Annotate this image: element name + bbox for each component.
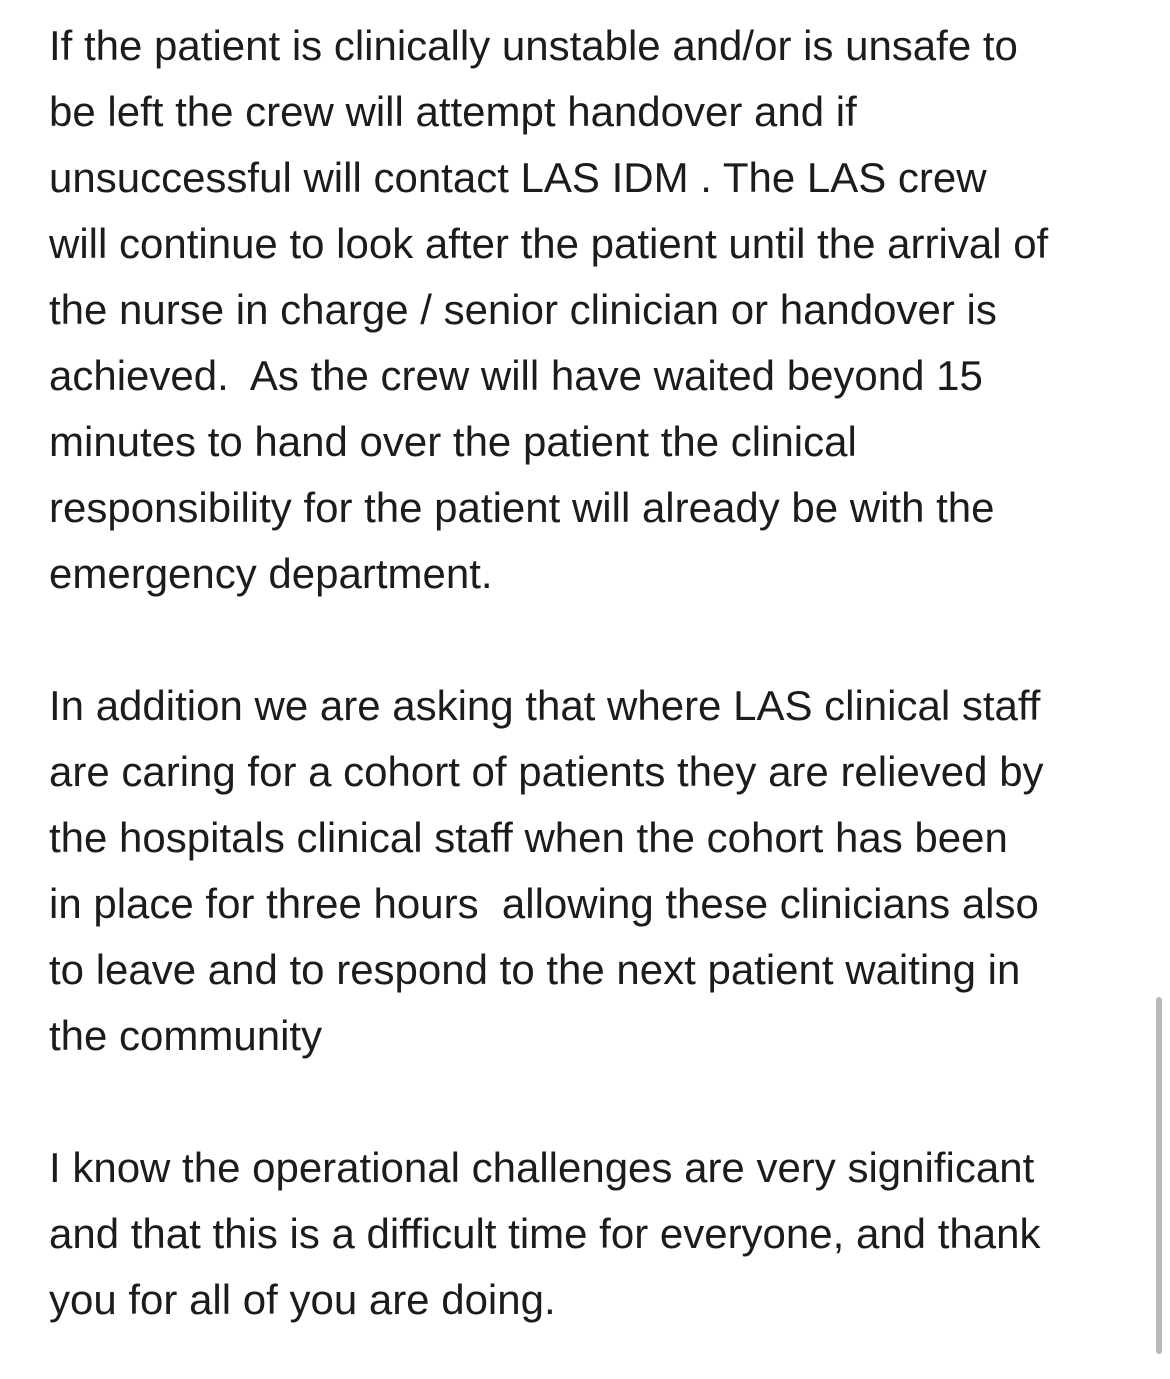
text-line: minutes to hand over the patient the clinical xyxy=(49,418,857,465)
text-line: the hospitals clinical staff when the cohort has been xyxy=(49,814,1008,861)
paragraph-thanks xyxy=(49,1135,1129,1333)
text-line: in place for three hours allowing these clinicians also xyxy=(49,880,1039,927)
paragraph-cohort xyxy=(49,673,1129,1069)
paragraph-spacer xyxy=(49,607,1129,673)
text-line: I know the operational challenges are very significant xyxy=(49,1144,1035,1191)
text-line: responsibility for the patient will already be with the xyxy=(49,484,995,531)
paragraph-spacer xyxy=(49,1069,1129,1135)
text-line: the nurse in charge / senior clinician or handover is xyxy=(49,286,997,333)
text-line: and that this is a difficult time for everyone, and thank xyxy=(49,1210,1041,1257)
text-line: achieved. As the crew will have waited beyond 15 xyxy=(49,352,983,399)
document-body xyxy=(49,13,1129,1333)
text-line: you for all of you are doing. xyxy=(49,1276,556,1323)
text-line: to leave and to respond to the next patient waiting in xyxy=(49,946,1021,993)
text-line: If the patient is clinically unstable and/or is unsafe to xyxy=(49,22,1018,69)
text-line: will continue to look after the patient until the arrival of xyxy=(49,220,1049,267)
paragraph-handover xyxy=(49,13,1129,607)
text-line: In addition we are asking that where LAS clinical staff xyxy=(49,682,1041,729)
text-line: emergency department. xyxy=(49,550,493,597)
text-line: be left the crew will attempt handover and if xyxy=(49,88,857,135)
text-line: are caring for a cohort of patients they are relieved by xyxy=(49,748,1044,795)
text-line: the community xyxy=(49,1012,323,1059)
vertical-scrollbar[interactable] xyxy=(1156,997,1162,1354)
text-line: unsuccessful will contact LAS IDM . The LAS crew xyxy=(49,154,987,201)
